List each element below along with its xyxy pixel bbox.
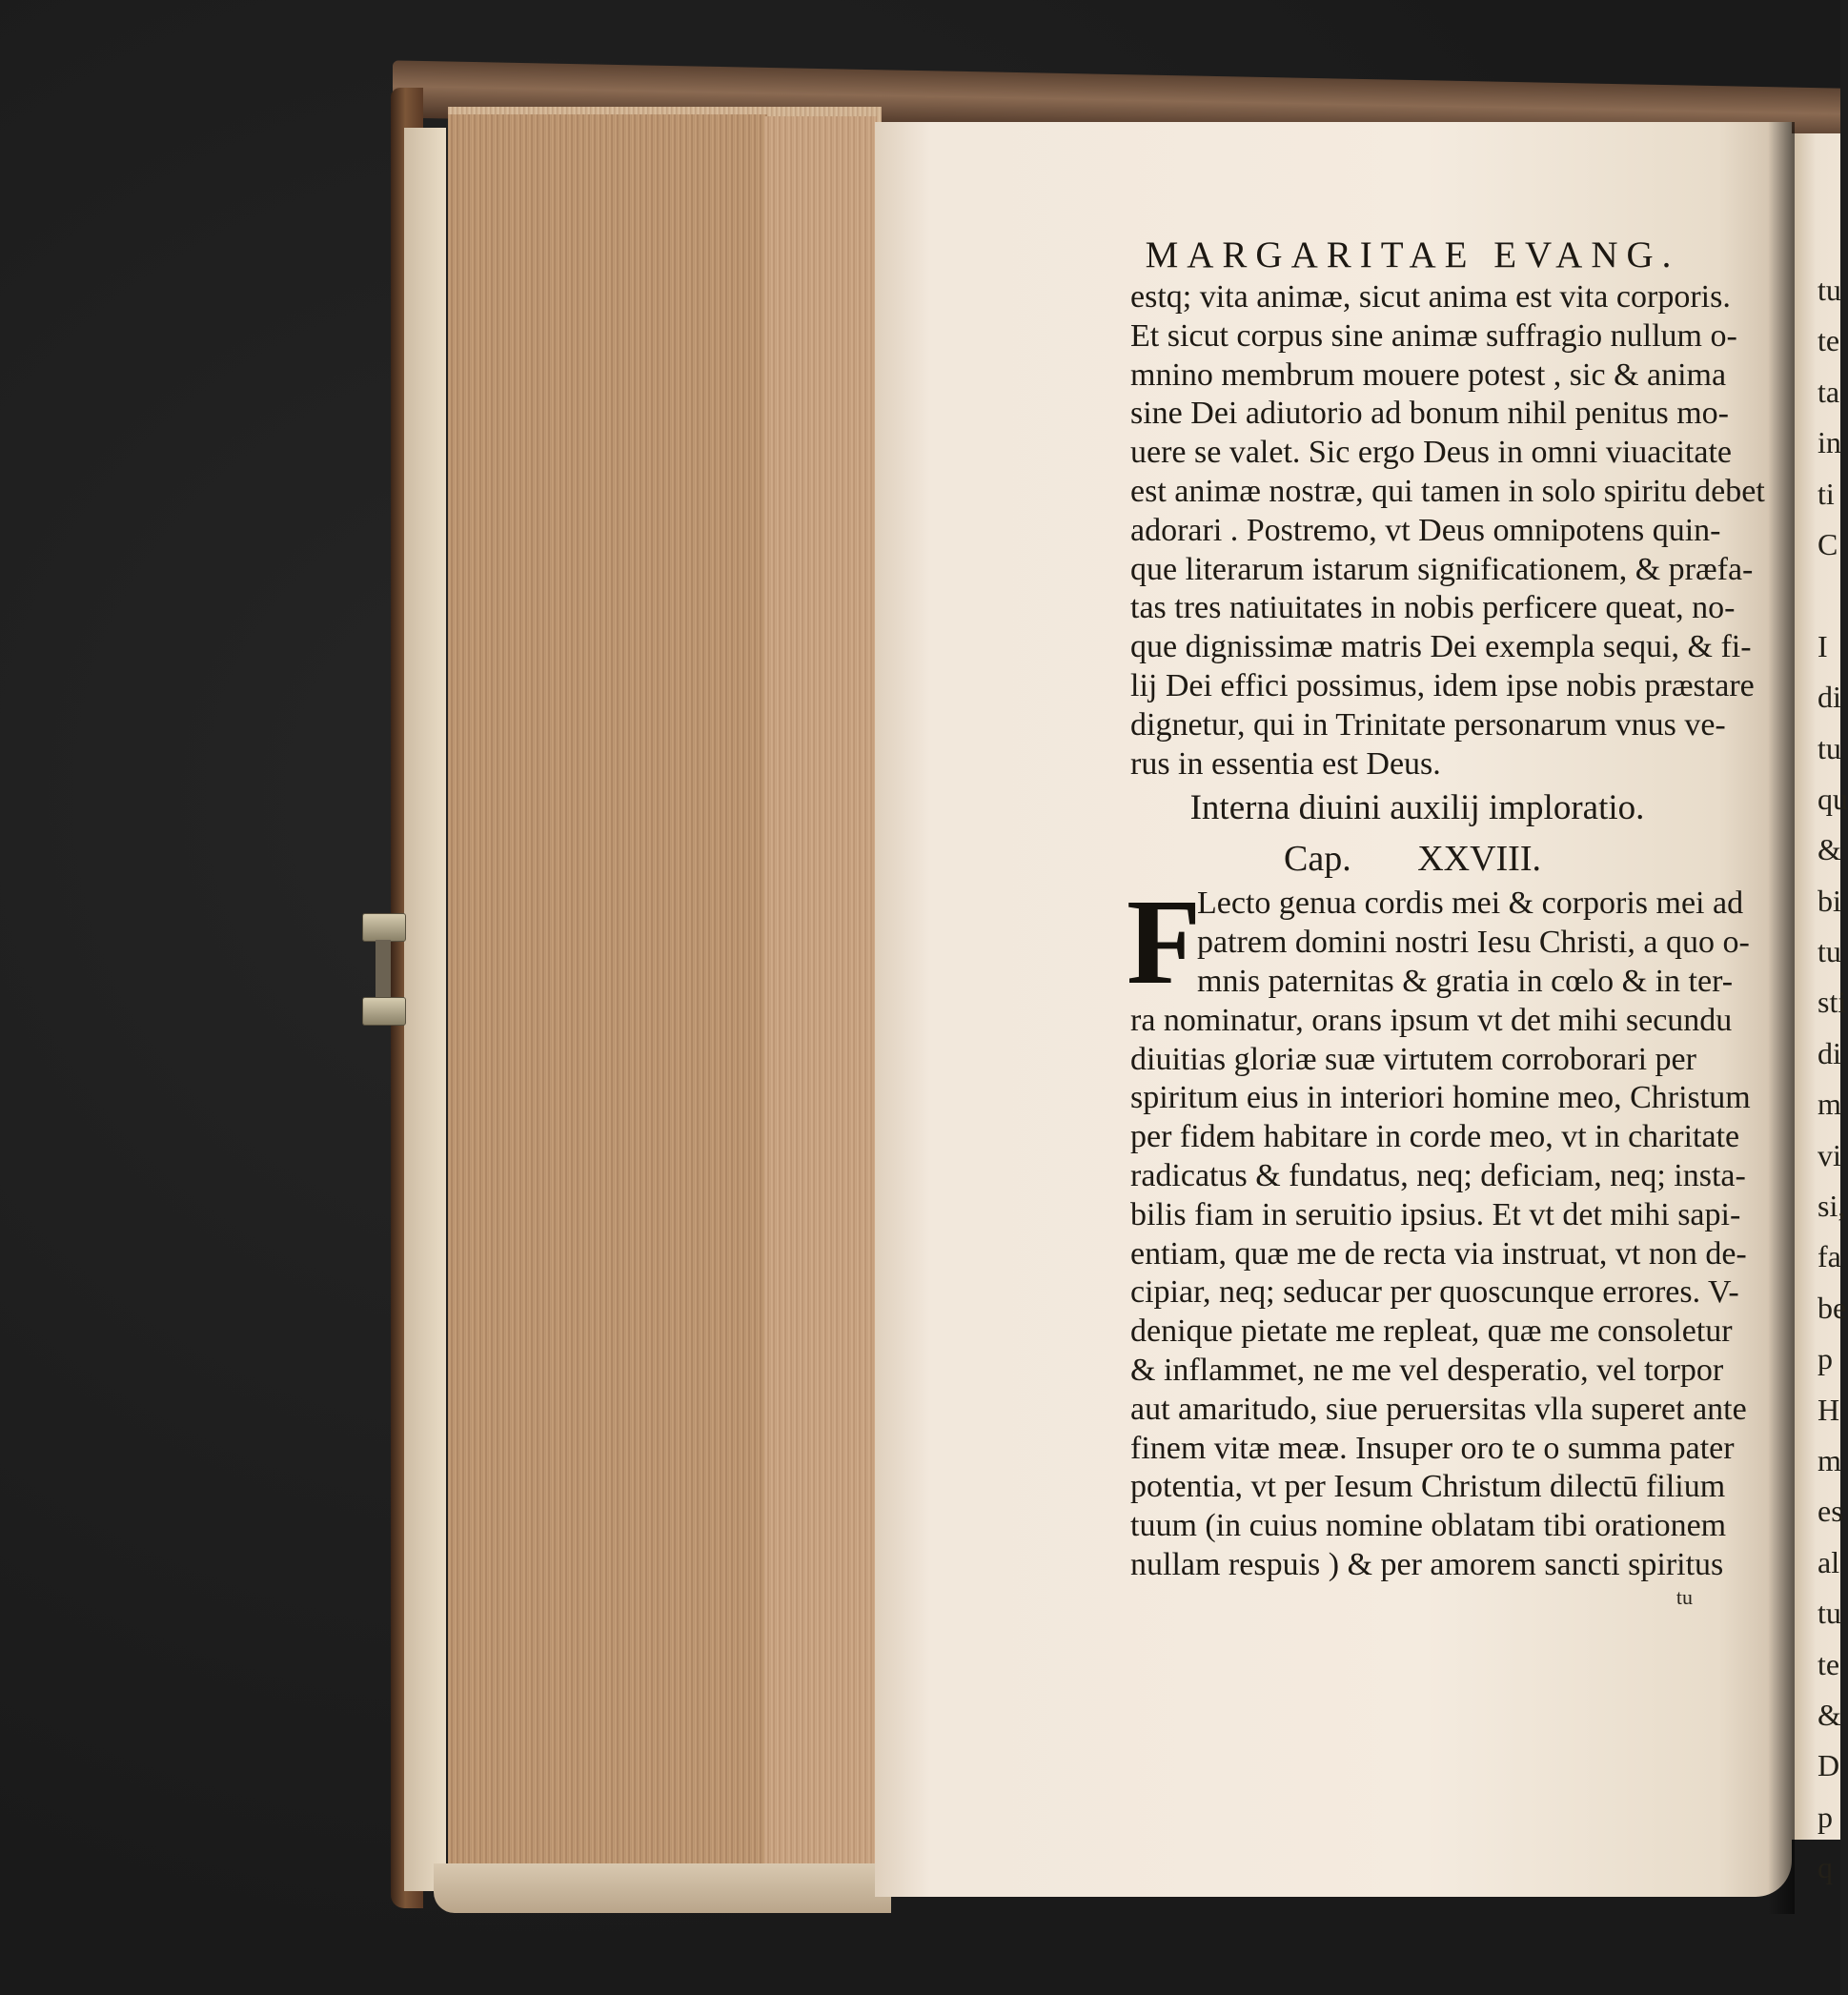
clasp-stem <box>376 940 391 997</box>
facing-page-fragment: & <box>1818 1697 1841 1732</box>
facing-page-fragment: C <box>1818 526 1838 561</box>
facing-page-fragment: & <box>1818 832 1841 867</box>
text-line: finem vitæ meæ. Insuper oro te o summa pater <box>1130 1430 1735 1466</box>
clasp-lower <box>362 997 406 1026</box>
text-line: mnis paternitas & gratia in cœlo & in ter- <box>1197 963 1734 999</box>
page-text-block <box>1127 233 1765 1610</box>
text-line: dignetur, qui in Trinitate personarum vnus ve- <box>1130 706 1726 743</box>
facing-page-fragment: di <box>1818 680 1841 715</box>
text-line: sine Dei adiutorio ad bonum nihil penitus mo- <box>1130 396 1729 432</box>
gutter-shadow <box>1768 122 1795 1914</box>
chapter-opening <box>1127 874 1750 1010</box>
text-line: radicatus & fundatus, neq; deficiam, neq; insta- <box>1130 1157 1746 1193</box>
facing-page-fragment: es <box>1818 1494 1843 1529</box>
drop-cap-lines <box>1130 885 1750 1001</box>
text-line: lij Dei effici possimus, idem ipse nobis præstare <box>1130 667 1755 703</box>
facing-page-fragment: qu <box>1818 781 1848 816</box>
text-line: bilis fiam in seruitio ipsius. Et vt det mihi sapi- <box>1130 1196 1741 1232</box>
facing-page-fragment: p <box>1818 1799 1833 1834</box>
text-line: rus in essentia est Deus. <box>1130 745 1441 782</box>
page-block-bottom <box>434 1863 891 1913</box>
facing-page-fragment: tu <box>1818 1596 1841 1631</box>
text-line: que dignissimæ matris Dei exempla sequi, & fi- <box>1130 629 1752 665</box>
facing-page-text <box>1818 265 1848 1894</box>
running-head: MARGARITAE EVANG. <box>1145 234 1680 275</box>
text-line: mnino membrum mouere potest , sic & anima <box>1130 356 1727 393</box>
paragraph-before <box>1130 278 1765 784</box>
text-line: & inflammet, ne me vel desperatio, vel torpor <box>1130 1352 1724 1388</box>
facing-page-fragment: si, <box>1818 1189 1846 1224</box>
text-line: spiritum eius in interiori homine meo, Christum <box>1130 1080 1751 1116</box>
paragraph-after <box>1130 1002 1751 1585</box>
text-line: nullam respuis ) & per amorem sancti spiritus <box>1130 1546 1724 1582</box>
text-line: potentia, vt per Iesum Christum dilectū filium <box>1130 1469 1726 1505</box>
clasp-upper <box>362 913 406 942</box>
facing-page-fragment: in <box>1818 425 1841 460</box>
facing-page-fragment: tu <box>1818 730 1841 765</box>
text-line: aut amaritudo, siue peruersitas vlla superet ante <box>1130 1391 1747 1427</box>
text-line: tuum (in cuius nomine oblatam tibi orationem <box>1130 1508 1727 1544</box>
facing-page-fragment: tu <box>1818 934 1841 969</box>
text-line: estq; vita animæ, sicut anima est vita corporis. <box>1130 279 1731 315</box>
text-line: cipiar, neq; seducar per quoscunque errores. V- <box>1130 1274 1739 1311</box>
facing-page-fragment: ti <box>1818 476 1835 511</box>
text-line: Et sicut corpus sine animæ suffragio nullum o- <box>1130 317 1737 354</box>
text-line: entiam, quæ me de recta via instruat, vt non de- <box>1130 1235 1747 1272</box>
facing-page-fragment: te <box>1818 323 1840 358</box>
facing-page-fragment: fa <box>1818 1239 1841 1274</box>
text-line: patrem domini nostri Iesu Christi, a quo o- <box>1197 925 1750 961</box>
facing-page-fragment: I <box>1818 628 1828 663</box>
text-line: adorari . Postremo, vt Deus omnipotens quin- <box>1130 512 1721 548</box>
facing-page-fragment: q <box>1818 1850 1833 1885</box>
text-line: Lecto genua cordis mei & corporis mei ad <box>1197 886 1744 922</box>
text-line: diuitias gloriæ suæ virtutem corroborari per <box>1130 1041 1696 1077</box>
drop-cap: F <box>1127 874 1202 1010</box>
facing-page-fragment: vi <box>1818 1137 1841 1172</box>
facing-page-fragment: al <box>1818 1544 1840 1579</box>
facing-page-fragment: p <box>1818 1341 1833 1376</box>
metal-clasp-icon <box>362 906 404 1035</box>
catchword: tu <box>1675 1584 1693 1609</box>
verso-page <box>875 122 1792 1897</box>
page-block-inner-edge <box>764 116 877 1870</box>
facing-page-fragment: D <box>1818 1748 1840 1783</box>
text-line: tas tres natiuitates in nobis perficere queat, no- <box>1130 590 1736 626</box>
text-line: per fidem habitare in corde meo, vt in charitate <box>1130 1119 1740 1155</box>
text-line: ra nominatur, orans ipsum vt det mihi secundu <box>1130 1002 1733 1038</box>
facing-page-fragment: be <box>1818 1290 1847 1325</box>
facing-page-fragment: m <box>1818 1442 1841 1477</box>
facing-page-fragment: sti <box>1818 985 1847 1020</box>
text-line: est animæ nostræ, qui tamen in solo spiritu debet <box>1130 473 1765 509</box>
text-line: uere se valet. Sic ergo Deus in omni viuacitate <box>1130 435 1733 471</box>
facing-page-fragment: tu <box>1818 273 1841 307</box>
facing-page-fragment: m <box>1818 1087 1841 1122</box>
endpaper <box>404 128 446 1891</box>
page-block-fore-edge <box>448 114 767 1897</box>
text-line: denique pietate me repleat, quæ me consoletur <box>1130 1313 1733 1350</box>
facing-page-fragment <box>1818 570 1840 621</box>
facing-page-fragment: te <box>1818 1646 1840 1681</box>
facing-page-fragment: ta <box>1818 374 1840 409</box>
facing-page-fragment: di <box>1818 1035 1841 1070</box>
facing-page-fragment: bi <box>1818 883 1841 918</box>
chapter-title: Interna diuini auxilij imploratio. <box>1189 788 1645 828</box>
chapter-number: Cap. XXVIII. <box>1283 839 1541 880</box>
facing-page-fragment: H <box>1818 1392 1840 1427</box>
text-line: que literarum istarum significationem, & præfa- <box>1130 551 1754 587</box>
